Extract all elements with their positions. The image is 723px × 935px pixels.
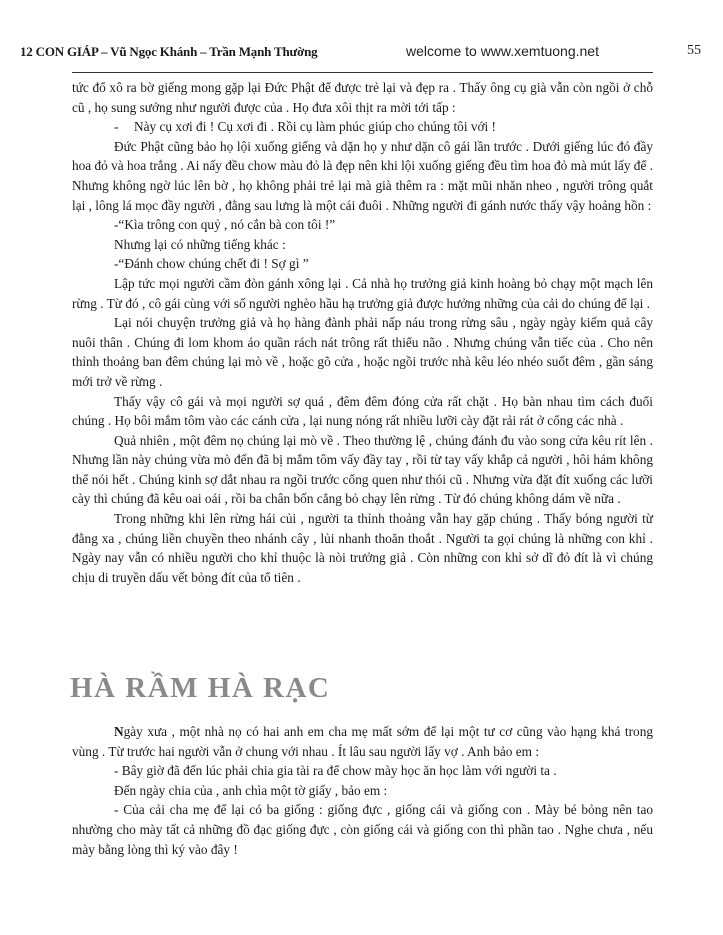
dialogue-line: -“Kìa trông con quỷ , nó cắn bà con tôi !”: [114, 217, 336, 233]
page-header: [0, 44, 723, 64]
dialogue-line: - Của cải cha mẹ để lại có ba giống : giống đực , giống cái và giống con . Mày bé bỏng nên tao nhường cho mày tất cả những đồ đạc giống đực , còn giống cái và giống con thì phần tao . Nghe chưa , nếu mày bằng lòng thì ký vào đây !: [72, 802, 653, 857]
header-divider: [72, 72, 653, 73]
header-book-title: 12 CON GIÁP – Vũ Ngọc Khánh – Trần Mạnh Thường: [20, 44, 318, 59]
paragraph: Thấy vậy cô gái và mọi người sợ quá , đêm đêm đóng cửa rất chặt . Họ bàn nhau tìm cách đuổi chúng . Họ bôi mắm tôm vào các cánh cửa , lại nung nóng rất nhiều lưỡi cày đặt rải rát ở cổng các nhà .: [72, 393, 653, 429]
paragraph: tức đổ xô ra bờ giếng mong gặp lại Đức Phật để được trẻ lại và đẹp ra . Thấy ông cụ già vẫn còn ngồi ở chỗ cũ , họ sung sướng như người được của . Họ đưa xôi thịt ra mời tới tấp :: [72, 80, 653, 115]
paragraph: Quả nhiên , một đêm nọ chúng lại mò về . Theo thường lệ , chúng đánh đu vào song cửa kêu rít lên . Nhưng lần này chúng vừa mò đến đã bị mắm tôm vấy đầy tay , rồi từ tay vấy khắp cả người , hôi hám không thể nói hết . Chúng kinh sợ dắt nhau ra ngồi trước cổng quen như thói cũ . Nhưng vừa đặt đít xuống các lưỡi cày thì chúng đã kêu oai oái , rồi ba chân bốn cẳng bỏ chạy lên rừng . Từ đó chúng không dám về nữa .: [72, 432, 653, 507]
paragraph: Lại nói chuyện trưởng giả và họ hàng đành phải nấp náu trong rừng sâu , ngày ngày kiếm quả cây nuôi thân . Chúng đi lom khom áo quần rách nát trông rất thiểu não . Nhưng chúng vẫn tiếc của . Cho nên thỉnh thoảng ban đêm chúng lại mò về , hoặc gõ cửa , hoặc ngồi trước nhà kêu léo nhéo suốt đêm , gần sáng mới trở về rừng .: [72, 315, 653, 389]
page-number: 55: [687, 43, 701, 58]
dialogue-line: - Bây giờ đã đến lúc phải chia gia tài ra để chow mày học ăn học làm với người ta .: [114, 763, 557, 779]
dialogue-text: Này cụ xơi đi ! Cụ xơi đi . Rồi cụ làm phúc giúp cho chúng tôi với !: [134, 119, 496, 135]
dialogue-line: Nhưng lại có những tiếng khác :: [114, 236, 286, 252]
paragraph: [72, 722, 653, 761]
story-body: [72, 722, 653, 859]
header-website: welcome to www.xemtuong.net: [406, 43, 599, 59]
initial-letter: N: [114, 724, 124, 739]
dialogue-line: [72, 117, 653, 137]
dash: -: [114, 119, 119, 135]
paragraph: Đức Phật cũng bảo họ lội xuống giếng và dặn họ y như dặn cô gái lần trước . Dưới giếng lúc đó đầy hoa đỏ và hoa trắng . Ai nấy đều chow màu đỏ là đẹp nên khi lội xuống giếng đều tìm hoa đỏ mà mút lấy để . Nhưng không ngờ lúc lên bờ , họ không phải trẻ lại mà già thêm ra : mặt mũi nhăn nheo , người trông quắt lại , lông lá mọc đầy người , đằng sau lưng là một cái đuôi . Những người đi gánh nước thấy vậy hoảng hồn :: [72, 138, 653, 213]
paragraph: Trong những khi lên rừng hái củi , người ta thỉnh thoảng vẫn hay gặp chúng . Thấy bóng người từ đằng xa , chúng liền chuyền theo nhánh cây , lủi nhanh thoăn thoắt . Người ta gọi chúng là những con khỉ . Ngày nay vẫn có nhiều người cho khỉ thuộc là nòi trưởng giả . Còn những con khỉ sở dĩ đỏ đít là vì chúng chịu di truyền dấu vết bỏng đít của tổ tiên .: [72, 511, 653, 585]
paragraph-text: gày xưa , một nhà nọ có hai anh em cha mẹ mất sớm để lại một tư cơ cũng vào hạng khá trong vùng . Từ trước hai người vẫn ở chung với nhau . Ít lâu sau người lấy vợ . Anh bảo em :: [72, 724, 653, 759]
dialogue-line: -“Đánh chow chúng chết đi ! Sợ gì ”: [114, 256, 309, 272]
paragraph: Lập tức mọi người cầm đòn gánh xông lại . Cả nhà họ trưởng giả kinh hoàng bỏ chạy một mạch lên rừng . Từ đó , cô gái cùng với số người nghèo hầu hạ trưởng giả được hưởng những của cải do chúng để lại .: [72, 275, 653, 311]
dialogue-line: Đến ngày chia của , anh chìa một tờ giấy , bảo em :: [114, 782, 388, 798]
story-continuation: [72, 78, 653, 587]
story-title: HÀ RẦM HÀ RẠC: [70, 672, 331, 704]
